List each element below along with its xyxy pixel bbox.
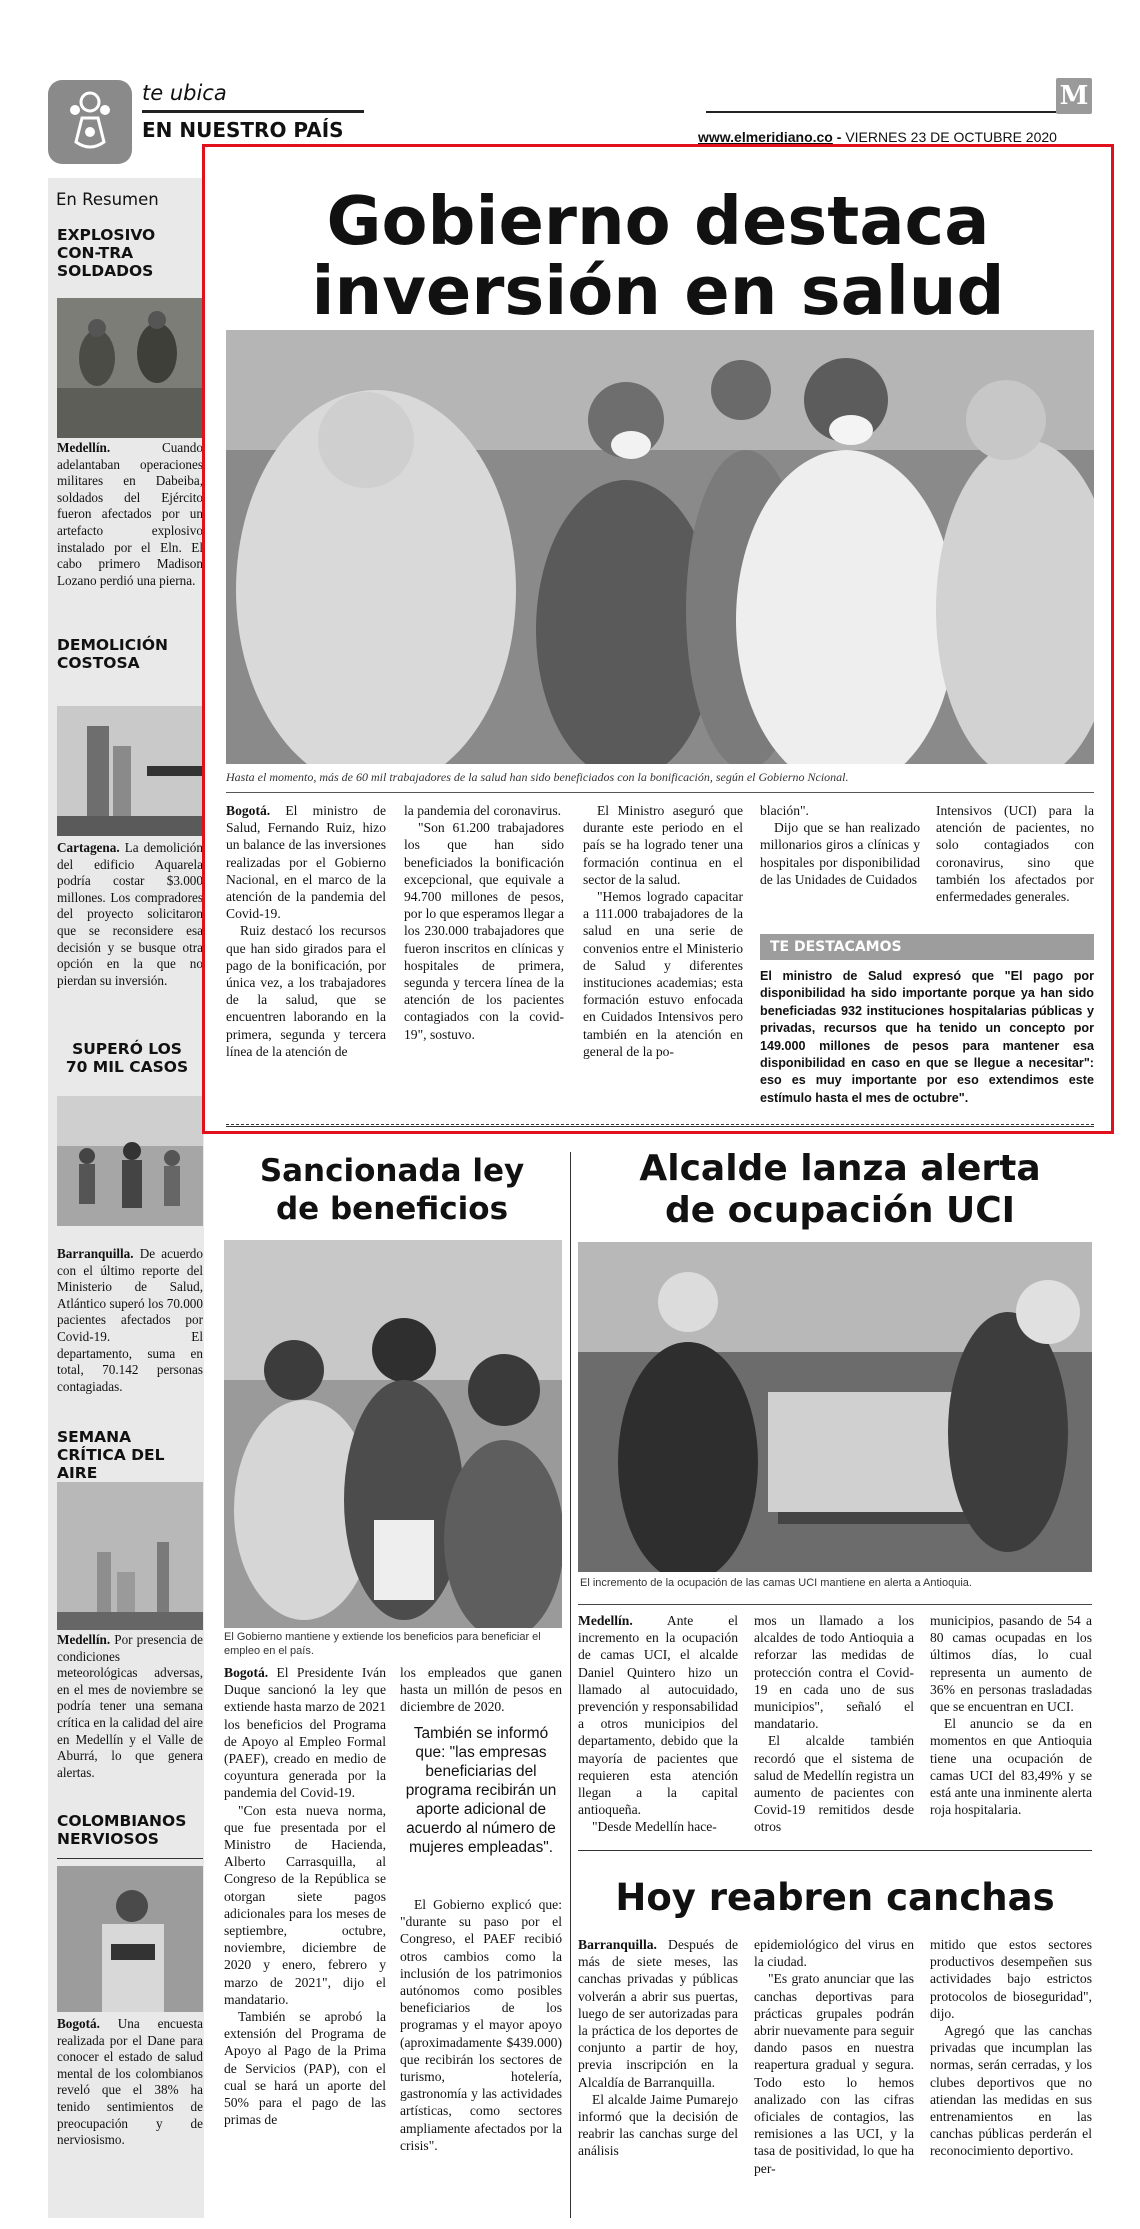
date-separator: - <box>832 129 846 145</box>
lead-headline <box>210 182 1106 330</box>
lead-col-1 <box>226 802 386 1060</box>
issue-date: VIERNES 23 DE OCTUBRE 2020 <box>845 129 1057 145</box>
sidebar-headline: EXPLOSIVO CON-TRA SOLDADOS <box>57 226 156 280</box>
masthead-logo <box>1056 78 1092 114</box>
highlight-label: TE DESTACAMOS <box>760 934 1094 960</box>
sidebar-photo-city-haze <box>57 1482 203 1630</box>
ley-pull-quote: También se informó que: "las empresas beneficiarias del programa recibirán un aporte adicional de acuerdo al número de mujeres empleadas". <box>405 1725 557 1856</box>
lead-col1-p2: Ruiz destacó los recursos que han sido girados para el pago de la bonificación, por única vez, a los trabajadores de la salud, que se encuentren laborando en la primera, segunda y tercera línea de la atención de <box>226 923 386 1059</box>
uci-bottom-rule <box>578 1850 1092 1851</box>
lead-bottom-rule <box>226 1124 1094 1127</box>
sidebar-headline: DEMOLICIÓN COSTOSA <box>57 636 168 672</box>
sidebar-body: Una encuesta realizada por el Dane para conocer el estado de salud mental de los colombianos reveló que el 38% ha tenido sentimientos de preocupación y de nerviosismo. <box>57 2016 203 2148</box>
uci-photo-caption: El incremento de la ocupación de las camas UCI mantiene en alerta a Antioquia. <box>580 1577 972 1589</box>
te-ubica-rule <box>142 110 364 113</box>
canchas-col-3 <box>930 1936 1092 2160</box>
lead-col-3 <box>583 802 743 1060</box>
lead-col-4 <box>760 802 920 888</box>
lead-col3-p1: El Ministro aseguró que durante este periodo en el país se ha logrado tener una formación continua en el sector de la salud. <box>583 803 743 887</box>
sidebar-body: La demolición del edificio Aquarela podría costar $3.000 millones. Los compradores del proyecto solicitaron que se reconsidere esa decisión y se busque otra opción en la que no pierdan su inversión. <box>57 840 203 988</box>
lead-col2-p2: "Son 61.200 trabajadores los que han sido beneficiados la bonificación excepcional, que equivale a 94.700 millones de pesos, por lo que esperamos llegar a los 230.000 trabajadores que fueron inscritos en clínicas y hospitales de primera, segunda y tercera línea de la atención de los pacientes contagiados con la covid-19", sostuvo. <box>404 820 564 1042</box>
uci-col-2 <box>754 1612 914 1836</box>
section-title: EN NUESTRO PAÍS <box>142 118 344 142</box>
sidebar-text <box>57 2016 203 2149</box>
sidebar-text <box>57 440 203 589</box>
ley-photo-queue <box>224 1240 562 1628</box>
canchas-col2-p2: "Es grato anunciar que las canchas deportivas para prácticas grupales podrán abrir nuevamente para seguir dando pasos en nuestra reapertura gradual y segura. Todo esto lo hemos analizado con las cifras oficiales de contagios, las remisiones a las UCI, y la tasa de positividad, lo que ha per- <box>754 1971 914 2176</box>
ley-col-2 <box>400 1664 562 1716</box>
sidebar-headline: SUPERÓ LOS 70 MIL CASOS <box>65 1040 189 1076</box>
lead-photo-caption: Hasta el momento, más de 60 mil trabajadores de la salud han sido beneficiados con la bonificación, según el Gobierno Ncional. <box>226 770 849 784</box>
sidebar-photo-crowd <box>57 1096 203 1226</box>
logo-letter: M <box>1059 81 1089 111</box>
ley-headline-line-1: Sancionada ley <box>259 1153 525 1189</box>
highlight-text: El ministro de Salud expresó que "El pago por disponibilidad ha sido importante porque ya han sido beneficiadas 932 instituciones hospitalarias públicas y privadas, recursos que ha tenido un concepto por 149.000 millones de pesos para mantener esa disponibilidad en caso en que se llegue a necesitar": eso es muy importante por eso extendimos este estímulo hasta el mes de octubre". <box>760 969 1094 1105</box>
lead-col1-p1: El ministro de Salud, Fernando Ruiz, hizo un balance de las inversiones realizadas por el Gobierno Nacional, en el marco de la atención de la pandemia del Covid-19. <box>226 803 386 922</box>
ley-headline <box>222 1152 562 1228</box>
canchas-col3-p2: Agregó que las canchas privadas que incumplan las normas, serán cerradas, y los clubes deportivos que no atiendan las medidas en sus entrenamientos en las canchas públicas perderán el reconocimiento deportivo. <box>930 2023 1092 2159</box>
uci-col3-p2: El anuncio se da en momentos en que Antioquia tiene una ocupación de camas UCI del 83,49% y se está ante una inminente alerta roja hospitalaria. <box>930 1716 1092 1818</box>
sidebar-headline: COLOMBIANOS NERVIOSOS <box>57 1812 187 1848</box>
sidebar-photo-dane <box>57 1866 203 2012</box>
canchas-col3-p1: mitido que estos sectores productivos desempeñen sus actividades bajo estrictos protocolos de bioseguridad", dijo. <box>930 1937 1092 2021</box>
lead-col4-p2: Dijo que se han realizado millonarios giros a clínicas y hospitales por disponibilidad de las Unidades de Cuidados <box>760 820 920 887</box>
seal-icon <box>48 80 132 164</box>
sidebar-lead: Medellín. <box>57 1632 111 1647</box>
sidebar-photo-building <box>57 706 203 836</box>
uci-col2-p1: mos un llamado a los alcaldes de todo Antioquia a reforzar las medidas de protección contra el Covid-19 en cada uno de sus municipios", señaló el mandatario. <box>754 1613 914 1732</box>
canchas-col1-p2: El alcalde Jaime Pumarejo informó que la decisión de reabrir las canchas surge del análisis <box>578 2091 738 2159</box>
uci-col3-p1: municipios, pasando de 54 a 80 camas ocupadas en los últimos días, lo cual representa un aumento de 36% en personas trasladadas que se encuentran en UCI. <box>930 1613 1092 1715</box>
ley-col1-p2: "Con esta nueva norma, que fue presentada por el Ministro de Hacienda, Alberto Carrasquilla, al Congreso de la República se otorgan siete pagos adicionales para los meses de septiembre, octubre, noviembre, diciembre de 2020 y enero, febrero y marzo de 2021", dijo el mandatario. <box>224 1802 386 2007</box>
lead-col-2 <box>404 802 564 1043</box>
sidebar-photo-soldiers <box>57 298 203 438</box>
uci-dateline: Medellín. <box>578 1613 633 1628</box>
ley-col1-p3: También se aprobó la extensión del Programa de Apoyo al Pago de la Prima de Servicios (PAP), con el cual se hará un aporte del 50% para el pago de las primas de <box>224 2009 386 2128</box>
canchas-dateline: Barranquilla. <box>578 1937 657 1952</box>
sidebar-body: Cuando adelantaban operaciones militares en Dabeiba, soldados del Ejército fueron afectados por un artefacto explosivo instalado por el Eln. El cabo primero Madison Lozano perdió una pierna. <box>57 440 203 588</box>
sidebar-headline: SEMANA CRÍTICA DEL AIRE <box>57 1428 165 1482</box>
uci-col1-p1: Ante el incremento en la ocupación de camas UCI, el alcalde Daniel Quintero hizo un llamado al autocuidado, prevención y responsabilidad a otros municipios del departamento, debido que la mayoría de pacientes que requieren esta atención llegan a la capital antioqueña. <box>578 1613 738 1818</box>
sidebar-text <box>57 1632 203 1781</box>
ley-headline-line-2: de beneficios <box>275 1191 509 1227</box>
ley-dateline: Bogotá. <box>224 1665 269 1680</box>
sidebar-lead: Medellín. <box>57 440 111 455</box>
canchas-col-2 <box>754 1936 914 2177</box>
canchas-headline: Hoy reabren canchas <box>615 1876 1055 1919</box>
lead-col-5 <box>936 802 1094 905</box>
lead-photo-health-workers <box>226 330 1094 764</box>
sidebar-text <box>57 840 203 989</box>
ley-col2-p1: los empleados que ganen hasta un millón de pesos en diciembre de 2020. <box>400 1665 562 1715</box>
masthead-rule <box>706 111 1086 113</box>
uci-col-1 <box>578 1612 738 1836</box>
section-logo <box>48 80 132 164</box>
sidebar-lead: Bogotá. <box>57 2016 100 2031</box>
uci-headline-line-1: Alcalde lanza alerta <box>639 1148 1041 1189</box>
lead-col5-p1: Intensivos (UCI) para la atención de pacientes, no solo contagiados con coronavirus, sino que también los afectados por enfermedades generales. <box>936 803 1094 905</box>
lead-dateline: Bogotá. <box>226 803 271 818</box>
sidebar-text <box>57 1246 203 1395</box>
lead-headline-line-2: inversión en salud <box>311 252 1005 330</box>
uci-col2-p2: El alcalde también recordó que el sistema de salud de Medellín registra un aumento de pacientes con Covid-19 remitidos desde otros <box>754 1733 914 1835</box>
sidebar-body: Por presencia de condiciones meteorológicas adversas, en el mes de noviembre se podría tener una semana crítica en la calidad del aire en Medellín y el Valle de Aburrá, lo que genera alertas. <box>57 1632 203 1780</box>
lead-caption-rule <box>226 792 1094 793</box>
uci-caption-rule <box>578 1604 1092 1605</box>
canchas-col-1 <box>578 1936 738 2160</box>
sidebar-lead: Barranquilla. <box>57 1246 134 1261</box>
uci-photo-icu <box>578 1242 1092 1572</box>
ley-photo-caption: El Gobierno mantiene y extiende los beneficios para beneficiar el empleo en el país. <box>224 1631 541 1657</box>
canchas-col2-p1: epidemiológico del virus en la ciudad. <box>754 1937 914 1970</box>
ley-col1-p1: El Presidente Iván Duque sancionó la ley que extiende hasta marzo de 2021 los beneficios del Programa de Apoyo al Empleo Formal (PAEF), creado en medio de coyuntura generada por la pandemia del Covid-19. <box>224 1665 386 1801</box>
uci-col-3 <box>930 1612 1092 1818</box>
uci-headline-line-2: de ocupación UCI <box>664 1190 1016 1231</box>
ley-col-1 <box>224 1664 386 2128</box>
uci-col1-p2: "Desde Medellín hace- <box>592 1819 717 1835</box>
column-divider <box>570 1152 571 2218</box>
te-ubica-label: te ubica <box>142 81 227 105</box>
lead-col2-p1: la pandemia del coronavirus. <box>404 803 562 818</box>
site-url[interactable]: www.elmeridiano.co <box>698 129 833 145</box>
lead-headline-line-1: Gobierno destaca <box>326 182 990 260</box>
lead-col4-p1: blación". <box>760 803 809 818</box>
ley-col2-p2: El Gobierno explicó que: "durante su paso por el Congreso, el PAEF recibió otros cambios como la inclusión de los patrimonios autónomos como posibles beneficiarios de los programas y el mayor apoyo (aproximadamente $439.000) que recibirán los sectores de turismo, hotelería, gastronomía y las actividades artísticas, como sectores ampliamente afectados por la crisis". <box>400 1897 562 2153</box>
sidebar-title: En Resumen <box>56 190 159 209</box>
lead-col3-p2: "Hemos logrado capacitar a 111.000 trabajadores de la salud en una serie de convenios entre el Ministerio de Salud y diferentes instituciones academias; esta formación estuvo enfocada en Cuidados Intensivos pero también en la atención en general de la po- <box>583 889 743 1059</box>
sidebar-body: De acuerdo con el último reporte del Ministerio de Salud, Atlántico superó los 70.000 pacientes afectados por Covid-19. El departamento, suma en total, 70.142 personas contagiadas. <box>57 1246 203 1394</box>
sidebar-lead: Cartagena. <box>57 840 120 855</box>
ley-col-2b <box>400 1896 562 2154</box>
uci-headline <box>580 1148 1100 1232</box>
sidebar-rule <box>57 1858 203 1859</box>
canchas-col1-p1: Después de más de siete meses, las canchas privadas y públicas volverán a abrir sus puertas, luego de ser autorizadas para la práctica de los deportes de conjunto a partir de hoy, previa inscripción en la Alcaldía de Barranquilla. <box>578 1937 738 2090</box>
